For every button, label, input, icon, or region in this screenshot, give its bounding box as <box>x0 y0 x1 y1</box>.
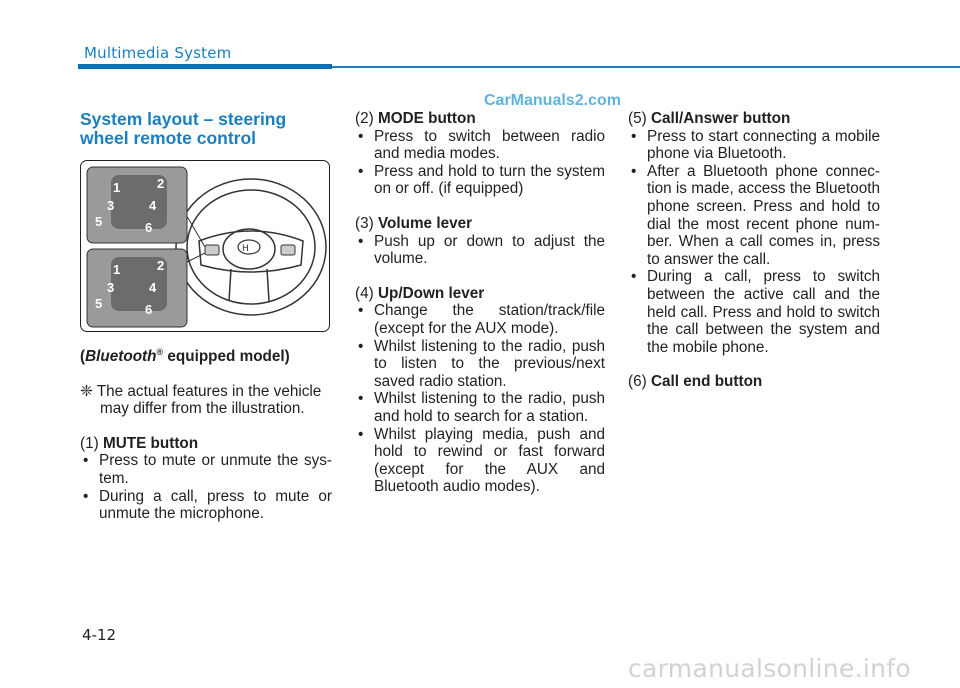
list-item: • Whilst listening to the radio, push to listen to the previous/next saved radio station. <box>355 338 605 391</box>
item-bullets-mute <box>80 452 332 522</box>
list-item: • After a Bluetooth phone connec-tion is made, access the Bluetooth phone screen. Press and hold to dial the most recent phone num-ber. When a call comes in, press to answer the call. <box>628 163 880 269</box>
callout-2: 2 <box>157 258 165 273</box>
item-bullets-volume <box>355 233 605 268</box>
callout-3: 3 <box>107 198 115 213</box>
item-head-mode <box>355 110 605 128</box>
callout-2: 2 <box>157 176 165 191</box>
caption-open-paren: ( <box>80 348 86 366</box>
illustration-note <box>80 383 332 418</box>
svg-text:H: H <box>242 244 249 254</box>
callout-4: 4 <box>149 198 157 213</box>
callout-4: 4 <box>149 280 157 295</box>
callout-1: 1 <box>113 180 121 195</box>
section-header-title: Multimedia System <box>84 44 232 62</box>
item-head-mute <box>80 435 332 453</box>
header-rule <box>332 66 960 68</box>
item-bullets-call-answer <box>628 128 880 357</box>
watermark-carmanuals2: CarManuals2.com <box>484 92 621 109</box>
item-head-volume <box>355 215 605 233</box>
item-bullets-mode <box>355 128 605 198</box>
item-number: (6) <box>628 373 647 391</box>
item-head-updown <box>355 285 605 303</box>
list-item: • During a call, press to switch between the active call and the held call. Press and hold to switch the call between the system and the mobile phone. <box>628 268 880 356</box>
column-3 <box>628 110 880 391</box>
item-title: Call end button <box>650 373 763 391</box>
section-title: System layout – steering wheel remote control <box>80 109 287 148</box>
caption-rest: equipped model) <box>163 348 290 366</box>
note-symbol: ❈ <box>80 382 93 400</box>
list-item: • During a call, press to mute or unmute the microphone. <box>80 488 332 523</box>
item-head-call-end <box>628 373 880 391</box>
item-title: Call/Answer button <box>650 110 791 127</box>
list-item: • Change the station/track/file (except for the AUX mode). <box>355 302 605 337</box>
item-title: Up/Down lever <box>377 284 485 302</box>
item-bullets-updown <box>355 302 605 496</box>
item-number: (2) <box>355 110 374 127</box>
page-number: 4-12 <box>82 626 117 644</box>
note-text: The actual features in the vehicle may differ from the illustration. <box>96 382 322 418</box>
header-rule-accent <box>78 64 332 69</box>
caption-bluetooth: Bluetooth <box>85 348 157 366</box>
list-item: • Whilst playing media, push and hold to rewind or fast forward (except for the AUX and Bluetooth audio modes). <box>355 426 605 496</box>
steering-wheel-illustration <box>80 160 330 332</box>
item-number: (3) <box>355 214 374 232</box>
callout-5: 5 <box>95 214 103 229</box>
item-title: Volume lever <box>377 214 473 232</box>
list-item: • Push up or down to adjust the volume. <box>355 233 605 268</box>
item-number: (1) <box>80 434 99 452</box>
item-number: (5) <box>628 110 647 127</box>
callout-6: 6 <box>145 302 153 317</box>
column-1 <box>80 110 332 523</box>
list-item: • Whilst listening to the radio, push and hold to search for a station. <box>355 390 605 425</box>
item-title: MUTE button <box>102 434 199 452</box>
callout-6: 6 <box>145 220 153 235</box>
figure-caption <box>80 344 332 366</box>
item-head-call-answer <box>628 110 880 128</box>
list-item: • Press to switch between radio and media modes. <box>355 128 605 163</box>
caption-registered-mark: ® <box>156 347 164 357</box>
item-title: MODE button <box>377 110 476 127</box>
column-2 <box>355 110 605 496</box>
list-item: • Press to mute or unmute the sys-tem. <box>80 452 332 487</box>
list-item: • Press and hold to turn the system on or off. (if equipped) <box>355 163 605 198</box>
list-item: • Press to start connecting a mobile phone via Bluetooth. <box>628 128 880 163</box>
callout-1: 1 <box>113 262 121 277</box>
watermark-carmanualsonline: carmanualsonline.info <box>628 654 911 683</box>
item-number: (4) <box>355 284 374 302</box>
callout-5: 5 <box>95 296 103 311</box>
callout-3: 3 <box>107 280 115 295</box>
